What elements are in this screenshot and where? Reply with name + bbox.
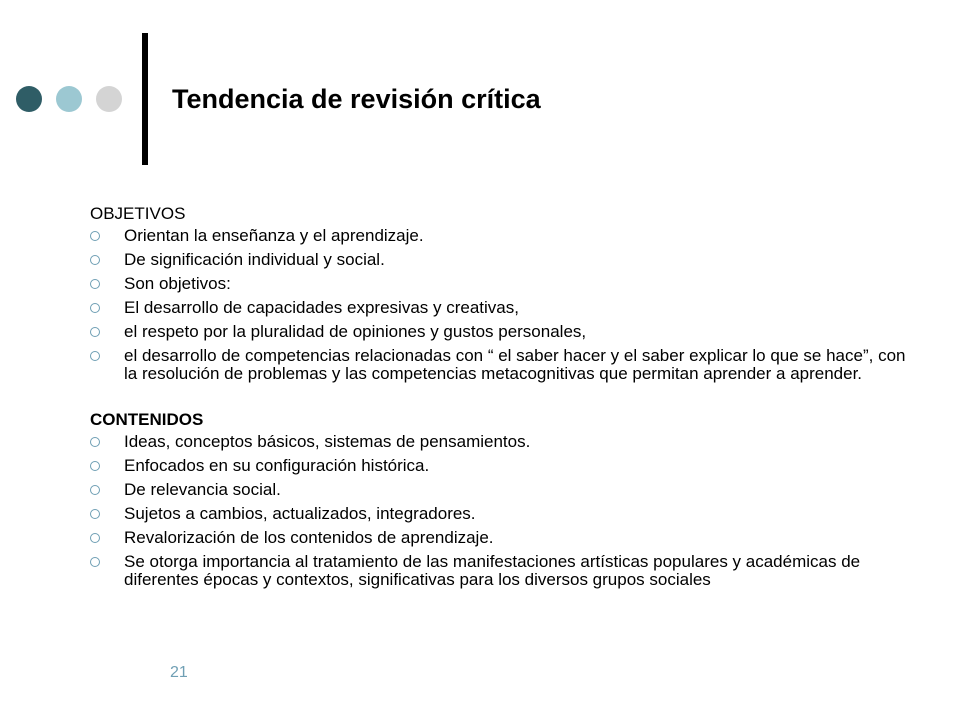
bullet-icon [90,485,100,495]
list-item [90,227,910,245]
bullet-icon [90,509,100,519]
bullet-icon [90,533,100,543]
list-item [90,481,910,499]
slide-body [90,203,910,595]
bullet-icon [90,351,100,361]
list-item [90,299,910,317]
list-item-text: Sujetos a cambios, actualizados, integradores. [124,504,476,523]
bullet-icon [90,255,100,265]
bullet-icon [90,303,100,313]
list-item [90,251,910,269]
list-item-text: Enfocados en su configuración histórica. [124,456,430,475]
list-item-text: Se otorga importancia al tratamiento de las manifestaciones artísticas populares y académicas de diferentes épocas y contextos, significativas para los diversos grupos sociales [124,552,861,589]
list-item [90,529,910,547]
list-item-text: el respeto por la pluralidad de opiniones y gustos personales, [124,322,587,341]
list-item-text: Ideas, conceptos básicos, sistemas de pensamientos. [124,432,531,451]
bullet-icon [90,461,100,471]
title-divider [142,33,148,165]
slide-title: Tendencia de revisión crítica [172,84,541,114]
list-item-text: Revalorización de los contenidos de aprendizaje. [124,528,494,547]
contenidos-heading: CONTENIDOS [90,410,204,429]
bullet-icon [90,231,100,241]
list-item-text: De significación individual y social. [124,250,385,269]
page-number: 21 [170,664,188,681]
list-item [90,433,910,451]
bullet-icon [90,557,100,567]
list-item [90,505,910,523]
list-item [90,553,910,589]
list-item [90,347,910,383]
light-teal-dot [56,86,82,112]
list-item-text: Orientan la enseñanza y el aprendizaje. [124,226,424,245]
objetivos-heading: OBJETIVOS [90,204,186,223]
list-item-text: Son objetivos: [124,274,231,293]
dark-teal-dot [16,86,42,112]
decorative-dots [16,86,126,114]
bullet-icon [90,279,100,289]
list-item [90,323,910,341]
bullet-icon [90,327,100,337]
list-item-text: El desarrollo de capacidades expresivas y creativas, [124,298,519,317]
list-item [90,457,910,475]
bullet-icon [90,437,100,447]
list-item-text: De relevancia social. [124,480,281,499]
contenidos-list [90,433,910,589]
list-item [90,275,910,293]
section-gap [90,389,910,409]
list-item-text: el desarrollo de competencias relacionadas con “ el saber hacer y el saber explicar lo que se hace”, con la resolución de problemas y las competencias metacognitivas que permitan aprender a aprender. [124,346,906,383]
gray-dot [96,86,122,112]
objetivos-list [90,227,910,383]
